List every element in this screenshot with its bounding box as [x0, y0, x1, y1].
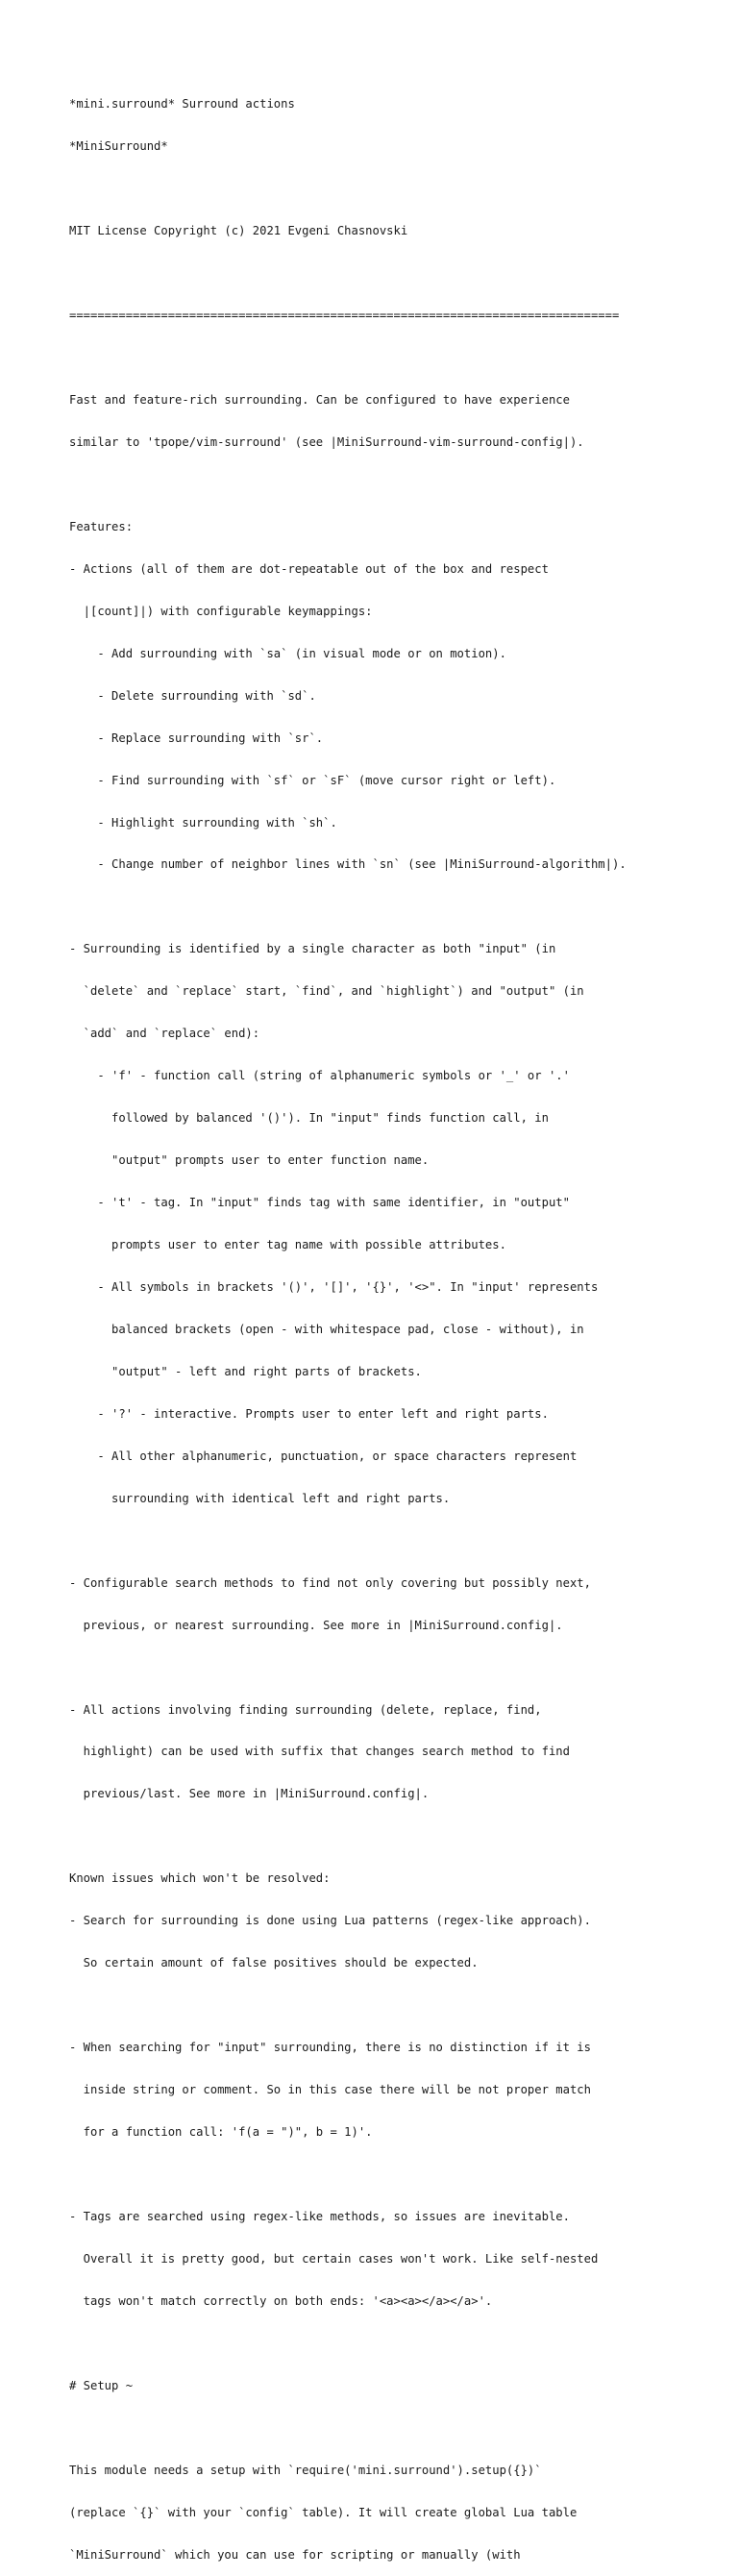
doc-tag-line: *mini.surround* Surround actions	[69, 97, 295, 111]
text-line: Overall it is pretty good, but certain cases won't work. Like self-nested	[69, 2251, 599, 2266]
list-item: - Change number of neighbor lines with `sn` (see |MiniSurround-algorithm|).	[69, 857, 627, 872]
text-line: for a function call: 'f(a = ")", b = 1)'.	[69, 2125, 373, 2140]
text-line: highlight) can be used with suffix that changes search method to find	[69, 1745, 570, 1759]
text-line: - Search for surrounding is done using Lua patterns (regex-like approach).	[69, 1914, 591, 1928]
list-item: - Add surrounding with `sa` (in visual mode or on motion).	[69, 646, 506, 660]
text-line: followed by balanced '()'). In "input" finds function call, in	[69, 1111, 549, 1126]
text-line: - All actions involving finding surrounding (delete, replace, find,	[69, 1702, 542, 1717]
blank-line	[69, 478, 627, 492]
setup-heading: # Setup ~	[69, 2378, 134, 2392]
text-line: `MiniSurround` which you can use for scripting or manually (with	[69, 2547, 521, 2562]
separator-line: ==============================================================================	[69, 309, 620, 323]
text-line: balanced brackets (open - with whitespace pad, close - without), in	[69, 1322, 584, 1336]
list-item: - All symbols in brackets '()', '[]', '{}', '<>". In "input' represents	[69, 1280, 599, 1294]
text-line: "output" - left and right parts of brackets.	[69, 1364, 422, 1378]
blank-line	[69, 182, 627, 196]
blank-line	[69, 2167, 627, 2182]
text-line: surrounding with identical left and right parts.	[69, 1491, 451, 1505]
text-line: - Surrounding is identified by a single character as both "input" (in	[69, 942, 556, 956]
blank-line	[69, 1534, 627, 1548]
text-line: similar to 'tpope/vim-surround' (see |MiniSurround-vim-surround-config|).	[69, 434, 584, 449]
text-line: previous/last. See more in |MiniSurround.config|.	[69, 1787, 430, 1801]
doc-tag-line: *MiniSurround*	[69, 139, 168, 154]
license-line: MIT License Copyright (c) 2021 Evgeni Chasnovski	[69, 224, 408, 238]
text-line: prompts user to enter tag name with possible attributes.	[69, 1238, 506, 1252]
text-line: - When searching for "input" surrounding, there is no distinction if it is	[69, 2041, 591, 2055]
text-line: So certain amount of false positives should be expected.	[69, 1956, 479, 1970]
text-line: Fast and feature-rich surrounding. Can be configured to have experience	[69, 392, 570, 407]
list-item: - Delete surrounding with `sd`.	[69, 688, 316, 703]
text-line: (replace `{}` with your `config` table). It will create global Lua table	[69, 2505, 578, 2519]
blank-line	[69, 2337, 627, 2351]
list-item: - 't' - tag. In "input" finds tag with same identifier, in "output"	[69, 1196, 570, 1210]
list-item: - Highlight surrounding with `sh`.	[69, 815, 337, 830]
blank-line	[69, 2421, 627, 2436]
list-item: - '?' - interactive. Prompts user to enter left and right parts.	[69, 1406, 549, 1421]
text-line: `add` and `replace` end):	[69, 1027, 260, 1041]
blank-line	[69, 1998, 627, 2013]
blank-line	[69, 1829, 627, 1844]
text-line: - Configurable search methods to find not only covering but possibly next,	[69, 1575, 591, 1590]
features-heading: Features:	[69, 519, 134, 533]
text-line: tags won't match correctly on both ends: '<a><a></a></a>'.	[69, 2293, 493, 2308]
blank-line	[69, 266, 627, 281]
list-item: - 'f' - function call (string of alphanumeric symbols or '_' or '.'	[69, 1069, 570, 1083]
help-document	[69, 69, 627, 2576]
text-line: inside string or comment. So in this case there will be not proper match	[69, 2083, 591, 2097]
list-item: - All other alphanumeric, punctuation, or space characters represent	[69, 1449, 578, 1463]
blank-line	[69, 351, 627, 365]
list-item: - Replace surrounding with `sr`.	[69, 731, 324, 745]
text-line: `delete` and `replace` start, `find`, and `highlight`) and "output" (in	[69, 984, 584, 999]
list-item: - Find surrounding with `sf` or `sF` (move cursor right or left).	[69, 773, 556, 787]
blank-line	[69, 900, 627, 914]
text-line: - Actions (all of them are dot-repeatable out of the box and respect	[69, 561, 549, 576]
text-line: This module needs a setup with `require('mini.surround').setup({})`	[69, 2463, 542, 2477]
text-line: "output" prompts user to enter function name.	[69, 1153, 430, 1168]
text-line: previous, or nearest surrounding. See more in |MiniSurround.config|.	[69, 1618, 563, 1632]
blank-line	[69, 1661, 627, 1675]
known-issues-heading: Known issues which won't be resolved:	[69, 1871, 331, 1886]
text-line: |[count]|) with configurable keymappings:	[69, 604, 373, 618]
text-line: - Tags are searched using regex-like methods, so issues are inevitable.	[69, 2209, 570, 2223]
